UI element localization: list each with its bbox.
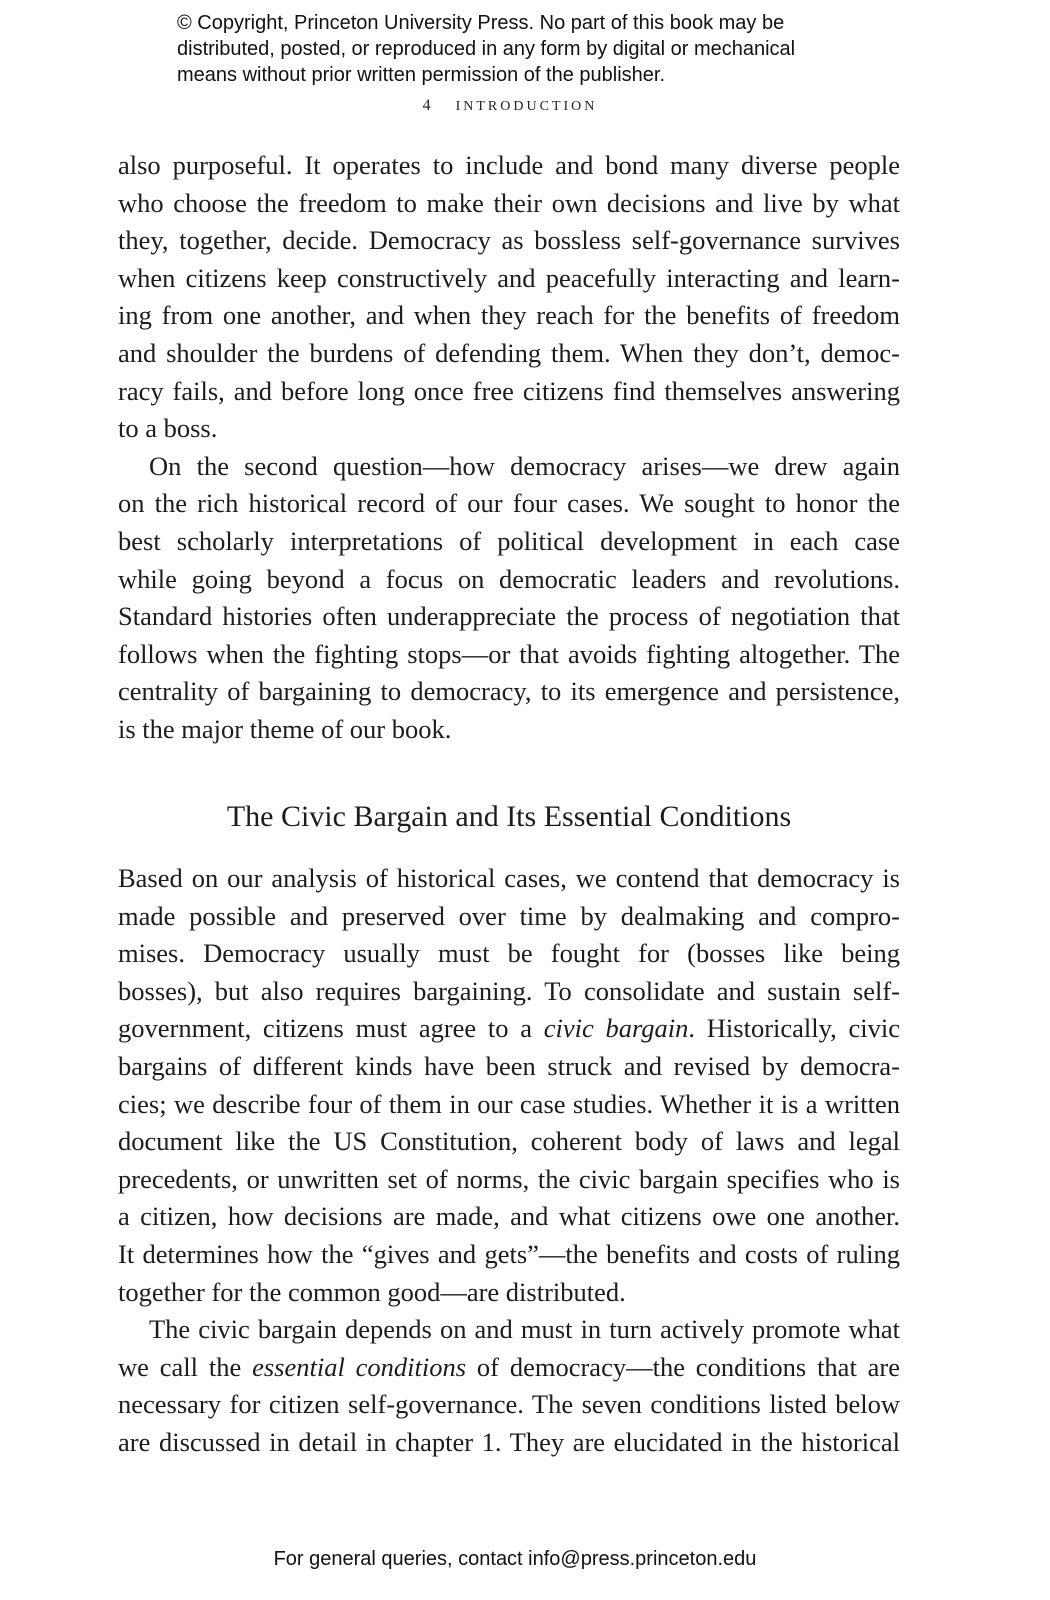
body-text-section-2 (118, 860, 900, 1462)
section-heading: The Civic Bargain and Its Essential Conditions (226, 800, 792, 833)
text-line: to a boss. (118, 413, 218, 444)
text-line: Standard histories often underappreciate the process of negotiation that (118, 601, 900, 632)
text-line (118, 1010, 900, 1048)
text-run: . Historically, civic (688, 1013, 901, 1044)
text-line: mises. Democracy usually must be fought for (bosses like being (118, 938, 900, 969)
text-line: document like the US Constitution, coherent body of laws and legal (118, 1126, 900, 1157)
text-line: while going beyond a focus on democratic leaders and revolutions. (118, 563, 900, 594)
text-line: who choose the freedom to make their own decisions and live by what (118, 187, 900, 218)
text-line: racy fails, and before long once free citizens find themselves answering (118, 375, 900, 406)
text-line: centrality of bargaining to democracy, to its emergence and persistence, (118, 676, 900, 707)
text-line (118, 1349, 900, 1387)
running-head-section: INTRODUCTION (455, 99, 598, 114)
text-line: when citizens keep constructively and peacefully interacting and learn- (118, 262, 900, 293)
text-line: bargains of different kinds have been struck and revised by democra- (118, 1050, 900, 1081)
text-line: on the rich historical record of our four cases. We sought to honor the (118, 488, 900, 519)
body-text-section-1 (118, 147, 900, 749)
text-line: they, together, decide. Democracy as bossless self-governance survives (118, 225, 900, 256)
text-line: On the second question—how democracy arises—we drew again (149, 450, 900, 481)
text-line: made possible and preserved over time by dealmaking and compro- (118, 900, 900, 931)
copyright-line: means without prior written permission of the publisher. (177, 64, 666, 86)
text-line: are discussed in detail in chapter 1. They are elucidated in the historical (118, 1426, 900, 1457)
text-line: together for the common good—are distributed. (118, 1276, 626, 1307)
text-line: ing from one another, and when they reach for the benefits of freedom (118, 300, 900, 331)
text-line: Based on our analysis of historical cases, we contend that democracy is (118, 863, 900, 893)
copyright-line: © Copyright, Princeton University Press. No part of this book may be (177, 12, 785, 34)
emphasis-essential-conditions: essential conditions (252, 1351, 467, 1382)
text-run: government, citizens must agree to a (118, 1013, 544, 1044)
text-run: we call the (118, 1351, 253, 1382)
text-line: cies; we describe four of them in our case studies. Whether it is a written (118, 1088, 900, 1119)
page-number: 4 (422, 97, 431, 114)
text-line: best scholarly interpretations of political development in each case (118, 525, 900, 556)
text-line: and shoulder the burdens of defending them. When they don’t, democ- (118, 337, 900, 368)
text-line: It determines how the “gives and gets”—the benefits and costs of ruling (118, 1238, 900, 1269)
text-line: a citizen, how decisions are made, and what citizens owe one another. (118, 1201, 900, 1232)
text-line: precedents, or unwritten set of norms, the civic bargain specifies who is (118, 1163, 900, 1194)
text-line: is the major theme of our book. (118, 713, 452, 744)
contact-footer: For general queries, contact info@press.princeton.edu (273, 1548, 757, 1570)
copyright-line: distributed, posted, or reproduced in any form by digital or mechanical (177, 38, 796, 60)
text-line: The civic bargain depends on and must in turn actively promote what (149, 1314, 900, 1345)
text-run: of democracy—the conditions that are (466, 1351, 900, 1382)
emphasis-civic-bargain: civic bargain (543, 1013, 689, 1044)
text-line: bosses), but also requires bargaining. To consolidate and sustain self- (118, 975, 900, 1006)
text-line: follows when the fighting stops—or that avoids fighting altogether. The (118, 638, 900, 669)
text-line: necessary for citizen self-governance. The seven conditions listed below (118, 1389, 900, 1420)
running-head (0, 97, 1020, 115)
text-line: also purposeful. It operates to include and bond many diverse people (118, 150, 900, 180)
copyright-notice (177, 10, 877, 88)
